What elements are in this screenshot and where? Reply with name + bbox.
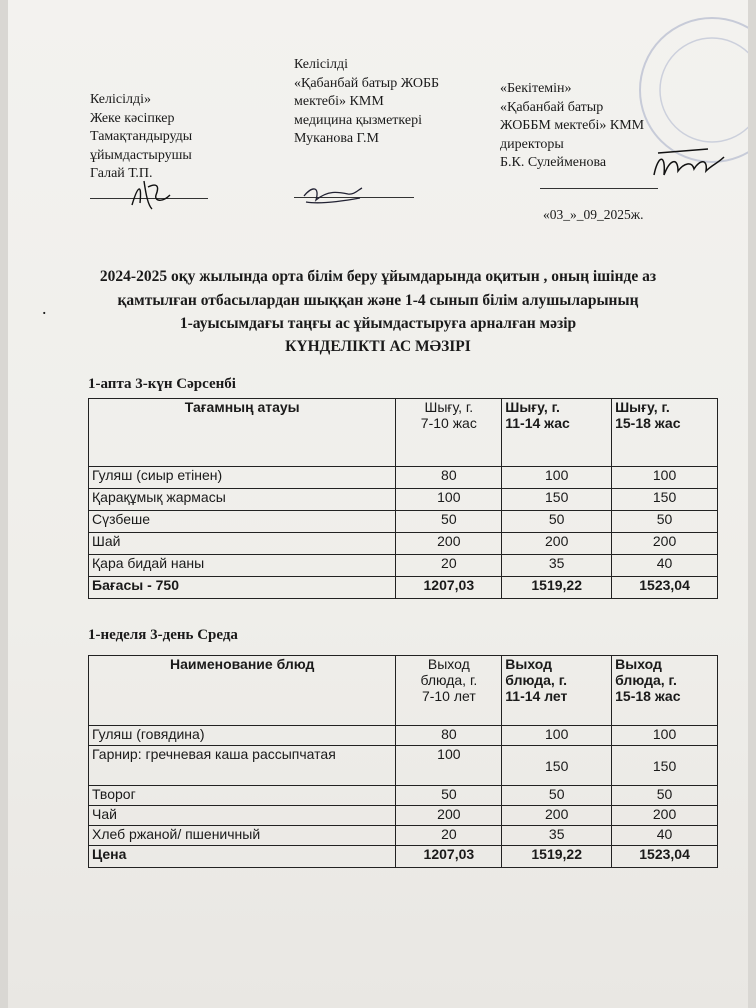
header-left-line: Тамақтандыруды bbox=[90, 129, 193, 144]
table-row bbox=[89, 786, 718, 806]
header-left-line: Келісілді» bbox=[90, 92, 151, 107]
ru-menu-table bbox=[88, 655, 718, 868]
portion-value: 200 bbox=[612, 806, 718, 826]
column-header: Выход блюда, г. 15-18 жас bbox=[612, 656, 718, 726]
table-total-row bbox=[89, 577, 718, 599]
dish-name: Гуляш (говядина) bbox=[89, 726, 396, 746]
dish-name: Сүзбеше bbox=[89, 511, 396, 533]
portion-value: 50 bbox=[502, 511, 612, 533]
column-header: Шығу, г. 7-10 жас bbox=[396, 399, 502, 467]
table-header-row bbox=[89, 399, 718, 467]
document-title-line3: 1-ауысымдағы таңғы ас ұйымдастыруға арналған мәзір bbox=[179, 315, 577, 332]
portion-value: 100 bbox=[502, 467, 612, 489]
portion-value: 35 bbox=[502, 826, 612, 846]
portion-value: 40 bbox=[612, 826, 718, 846]
document-title-line2: қамтылған отбасылардан шыққан және 1-4 сынып білім алушыларының bbox=[117, 292, 639, 309]
column-header: Тағамның атауы bbox=[89, 399, 396, 467]
header-left-line: ұйымдастырушы bbox=[90, 147, 192, 163]
portion-value: 200 bbox=[502, 533, 612, 555]
portion-value: 150 bbox=[502, 746, 612, 786]
header-middle-line: Муканова Г.М bbox=[294, 131, 379, 146]
portion-value: 200 bbox=[396, 806, 502, 826]
header-middle-block bbox=[294, 56, 439, 149]
signature-left bbox=[126, 175, 176, 215]
portion-value: 20 bbox=[396, 555, 502, 577]
header-right-line: Б.К. Сулейменова bbox=[500, 155, 607, 170]
header-right-line: «Қабанбай батыр bbox=[500, 99, 604, 115]
portion-value: 80 bbox=[396, 467, 502, 489]
portion-value: 80 bbox=[396, 726, 502, 746]
portion-value: 100 bbox=[502, 726, 612, 746]
column-header: Наименование блюд bbox=[89, 656, 396, 726]
header-right-line: ЖОББМ мектебі» КММ bbox=[500, 118, 645, 133]
ru-menu-heading: 1-неделя 3-день Среда bbox=[88, 627, 238, 643]
portion-value: 35 bbox=[502, 555, 612, 577]
signature-line-right bbox=[540, 188, 658, 189]
dish-name: Хлеб ржаной/ пшеничный bbox=[89, 826, 396, 846]
portion-value: 150 bbox=[612, 489, 718, 511]
header-left-block bbox=[90, 91, 192, 184]
header-left-line: Галай Т.П. bbox=[90, 166, 153, 181]
portion-value: 200 bbox=[502, 806, 612, 826]
header-middle-line: «Қабанбай батыр ЖОББ bbox=[294, 75, 440, 91]
document-title-line4: КҮНДЕЛІКТІ АС МӘЗІРІ bbox=[285, 338, 471, 355]
table-row bbox=[89, 467, 718, 489]
header-middle-line: мектебі» КММ bbox=[294, 94, 384, 109]
table-row bbox=[89, 511, 718, 533]
portion-value: 200 bbox=[396, 533, 502, 555]
header-middle-line: медицина қызметкері bbox=[294, 112, 422, 128]
portion-value: 200 bbox=[612, 533, 718, 555]
portion-value: 40 bbox=[612, 555, 718, 577]
header-middle-line: Келісілді bbox=[294, 57, 348, 72]
header-right-line: директоры bbox=[500, 136, 564, 152]
dish-name: Гуляш (сиыр етінен) bbox=[89, 467, 396, 489]
portion-value: 100 bbox=[396, 489, 502, 511]
dish-name: Қарақұмық жармасы bbox=[89, 489, 396, 511]
column-header: Выход блюда, г. 11-14 лет bbox=[502, 656, 612, 726]
table-row bbox=[89, 489, 718, 511]
table-row bbox=[89, 746, 718, 786]
header-left-line: Жеке кәсіпкер bbox=[90, 110, 175, 126]
price-label: Цена bbox=[89, 846, 396, 868]
header-right-line: «Бекітемін» bbox=[500, 81, 572, 96]
kz-menu-heading: 1-апта 3-күн Сәрсенбі bbox=[88, 376, 236, 392]
signature-right bbox=[648, 145, 730, 189]
dish-name: Гарнир: гречневая каша рассыпчатая bbox=[89, 746, 396, 786]
document-title-line1: 2024-2025 оқу жылында орта білім беру ұйымдарында оқитын , оның ішінде аз bbox=[99, 268, 657, 285]
signature-middle bbox=[298, 180, 368, 210]
price-value: 1207,03 bbox=[396, 577, 502, 599]
portion-value: 50 bbox=[502, 786, 612, 806]
kz-menu-table bbox=[88, 398, 718, 599]
column-header: Шығу, г. 15-18 жас bbox=[612, 399, 718, 467]
table-header-row bbox=[89, 656, 718, 726]
price-value: 1519,22 bbox=[502, 846, 612, 868]
portion-value: 50 bbox=[612, 786, 718, 806]
table-row bbox=[89, 806, 718, 826]
price-value: 1519,22 bbox=[502, 577, 612, 599]
table-row bbox=[89, 726, 718, 746]
table-row bbox=[89, 555, 718, 577]
column-header: Выход блюда, г. 7-10 лет bbox=[396, 656, 502, 726]
price-value: 1523,04 bbox=[612, 846, 718, 868]
portion-value: 100 bbox=[612, 467, 718, 489]
dish-name: Қара бидай наны bbox=[89, 555, 396, 577]
portion-value: 150 bbox=[612, 746, 718, 786]
portion-value: 50 bbox=[396, 511, 502, 533]
price-value: 1523,04 bbox=[612, 577, 718, 599]
portion-value: 100 bbox=[396, 746, 502, 786]
table-row bbox=[89, 826, 718, 846]
portion-value: 50 bbox=[396, 786, 502, 806]
price-label: Бағасы - 750 bbox=[89, 577, 396, 599]
portion-value: 150 bbox=[502, 489, 612, 511]
column-header: Шығу, г. 11-14 жас bbox=[502, 399, 612, 467]
stray-dot: . bbox=[42, 298, 47, 318]
portion-value: 100 bbox=[612, 726, 718, 746]
price-value: 1207,03 bbox=[396, 846, 502, 868]
dish-name: Творог bbox=[89, 786, 396, 806]
table-row bbox=[89, 533, 718, 555]
dish-name: Чай bbox=[89, 806, 396, 826]
document-page bbox=[8, 0, 748, 1008]
dish-name: Шай bbox=[89, 533, 396, 555]
portion-value: 50 bbox=[612, 511, 718, 533]
portion-value: 20 bbox=[396, 826, 502, 846]
approval-date: «03_»_09_2025ж. bbox=[543, 207, 644, 222]
table-total-row bbox=[89, 846, 718, 868]
